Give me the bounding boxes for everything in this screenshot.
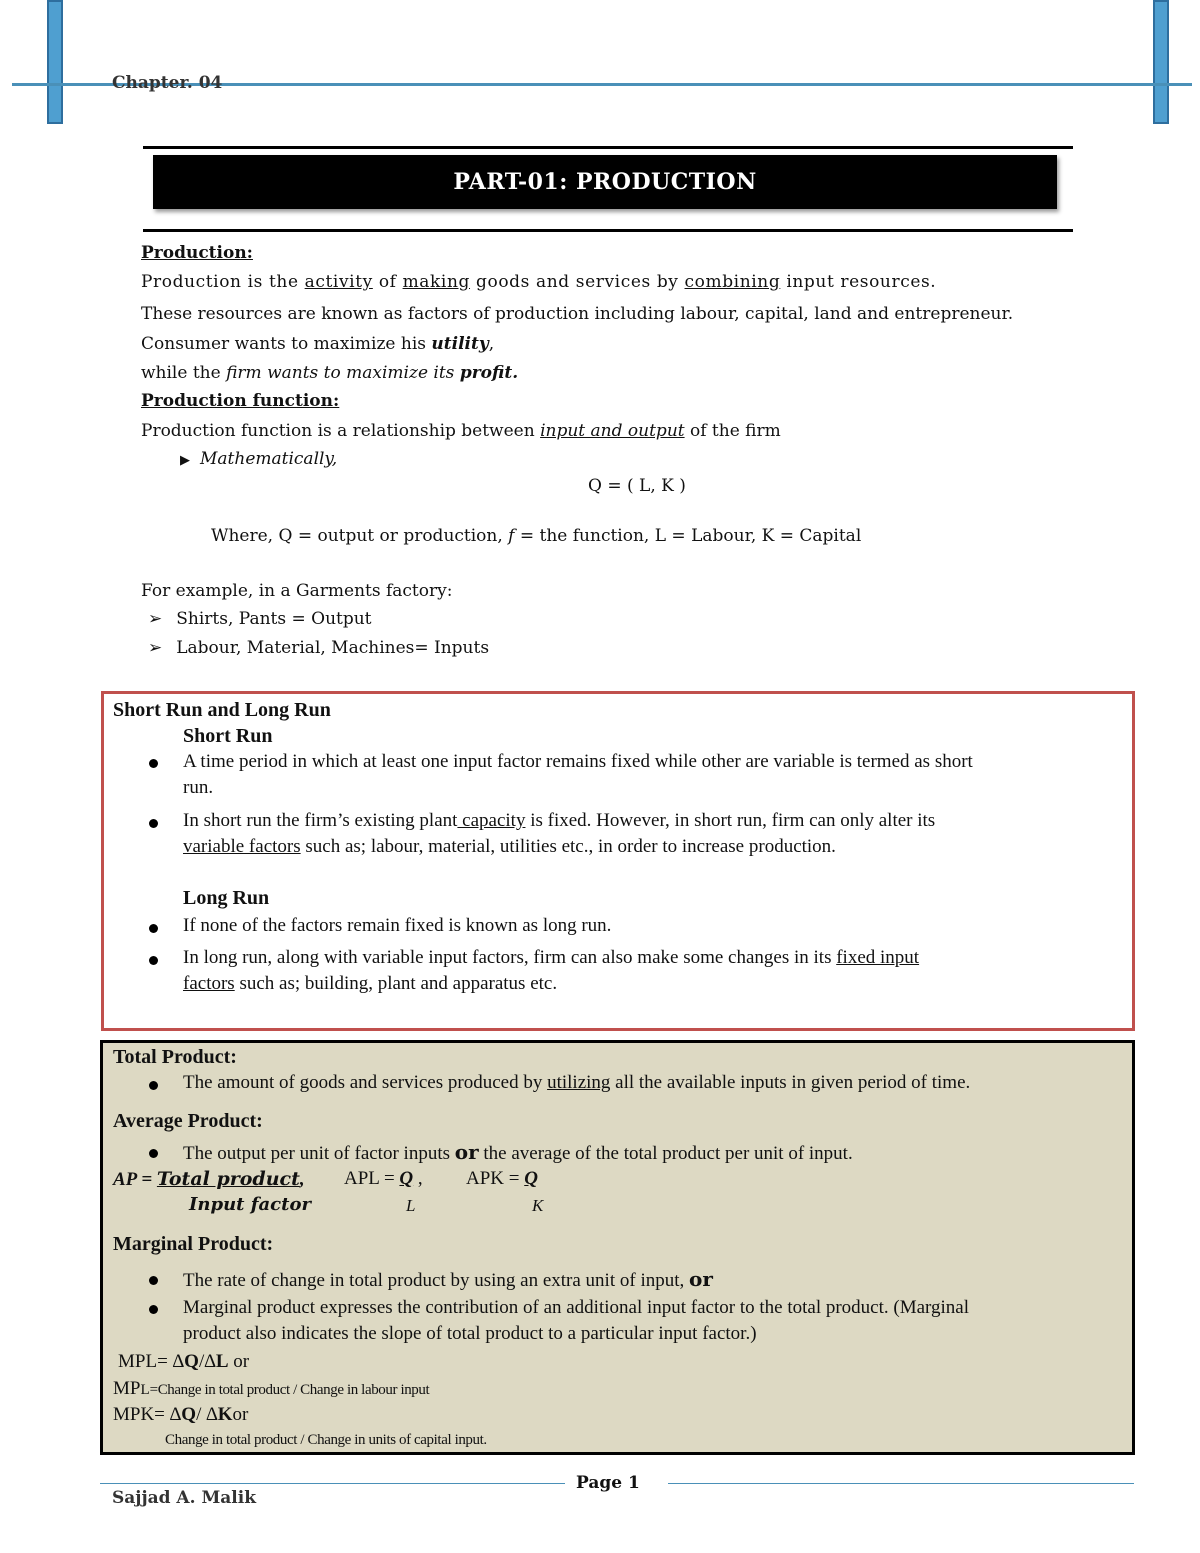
arrow-bullet-icon: ➢: [148, 609, 163, 629]
ap-formula: [113, 1168, 305, 1191]
firm-profit: [141, 363, 518, 383]
long-run-bullet-2: [183, 947, 919, 969]
text: such as; labour, material, utilities etc., in order to increase production.: [300, 836, 836, 857]
arrow-bullet-icon: ➢: [148, 638, 163, 658]
footer-rule-right: [668, 1483, 1134, 1484]
text: MP: [113, 1378, 141, 1399]
ap-denominator: [189, 1194, 311, 1215]
consumer-utility: [141, 334, 494, 354]
total-product-numerator: Total product: [156, 1168, 300, 1190]
underlined-fixed-input: fixed input: [836, 947, 920, 968]
bullet-dot-icon: [149, 956, 158, 965]
example-bullet: [148, 609, 372, 629]
text: the average of the total product per unit of input.: [478, 1143, 853, 1164]
text: The output per unit of factor inputs: [183, 1143, 455, 1164]
text: or: [228, 1351, 250, 1372]
ap-label: AP =: [113, 1169, 157, 1190]
marginal-product-bullet-1: [183, 1267, 713, 1292]
math-label-line: [180, 449, 337, 469]
input-output-phrase: input and output: [540, 421, 685, 441]
text: Where, Q = output or production,: [211, 526, 509, 546]
left-header-bar: [47, 0, 63, 124]
q-symbol: Q: [184, 1351, 199, 1372]
marginal-product-heading: Marginal Product:: [113, 1233, 274, 1255]
bullet-dot-icon: [149, 819, 158, 828]
apk-denominator: [532, 1196, 543, 1216]
text: The rate of change in total product by using an extra unit of input,: [183, 1270, 689, 1291]
text: goods and services by: [470, 272, 685, 292]
text: while the: [141, 363, 227, 383]
long-run-heading: Long Run: [183, 887, 270, 909]
or-word: or: [454, 1140, 479, 1164]
production-function-definition: [141, 421, 781, 441]
capital-symbol: K: [532, 1196, 544, 1215]
function-symbol: f: [508, 526, 515, 546]
production-formula: Q = ( L, K ): [588, 476, 686, 496]
text: of the firm: [684, 421, 781, 441]
underlined-utilizing: utilizing: [547, 1072, 611, 1093]
underlined-combining: combining: [684, 272, 781, 292]
q-symbol: Q: [181, 1404, 197, 1425]
text: / ∆: [196, 1404, 218, 1425]
underlined-capacity: capacity: [457, 810, 526, 831]
page-number: Page 1: [576, 1473, 640, 1493]
bullet-dot-icon: [149, 1305, 158, 1314]
text: In short run the firm’s existing plant: [183, 810, 458, 831]
short-run-heading: Short Run: [183, 725, 273, 747]
bullet-dot-icon: [149, 1276, 158, 1285]
part-title-frame: [143, 146, 1073, 232]
text: such as; building, plant and apparatus etc.: [234, 973, 558, 994]
text: MPL= ∆: [118, 1351, 185, 1372]
underlined-factors: factors: [183, 973, 235, 994]
subscript-l: L: [140, 1382, 150, 1398]
bullet-dot-icon: [149, 1149, 158, 1158]
average-product-bullet: [183, 1140, 853, 1165]
underlined-variable-factors: variable factors: [183, 836, 301, 857]
apk-formula: [466, 1168, 538, 1190]
text: /∆: [198, 1351, 216, 1372]
text: In long run, along with variable input factors, firm can also make some changes in its: [183, 947, 837, 968]
short-long-run-title: Short Run and Long Run: [113, 699, 331, 721]
bullet-text: Shirts, Pants = Output: [176, 609, 372, 629]
text: ,: [488, 334, 495, 354]
triangle-bullet-icon: ▶: [180, 453, 190, 468]
text: Production is the: [141, 272, 305, 292]
mpl-formula: [118, 1351, 249, 1373]
formula-legend: [211, 526, 861, 546]
apl-formula: [344, 1168, 423, 1190]
production-function-heading-text: Production function:: [141, 391, 340, 411]
long-run-bullet-2-cont: [183, 973, 557, 995]
math-label: Mathematically,: [200, 449, 338, 469]
author-name: Sajjad A. Malik: [112, 1488, 256, 1508]
marginal-product-bullet-2: Marginal product expresses the contribution of an additional input factor to the total product. (Marginal: [183, 1297, 970, 1318]
underlined-making: making: [402, 272, 471, 292]
text: =Change in total product / Change in labour input: [149, 1382, 430, 1398]
total-product-bullet: [183, 1072, 970, 1094]
total-product-heading: Total Product:: [113, 1046, 237, 1068]
utility-word: utility: [431, 334, 489, 354]
footer-rule-left: [100, 1483, 565, 1484]
l-symbol: L: [215, 1351, 229, 1372]
text: input resources.: [780, 272, 937, 292]
bullet-text: Labour, Material, Machines= Inputs: [176, 638, 490, 658]
text: of: [372, 272, 403, 292]
short-run-bullet-2-cont: [183, 836, 836, 858]
mpk-formula: [113, 1404, 248, 1426]
underlined-activity: activity: [304, 272, 373, 292]
comma: ,: [299, 1169, 305, 1190]
mpl-text: [113, 1378, 429, 1400]
short-run-bullet-1-cont: run.: [183, 777, 214, 798]
short-run-bullet-2: [183, 810, 935, 832]
text: Production function is a relationship between: [141, 421, 541, 441]
bullet-dot-icon: [149, 924, 158, 933]
short-long-run-box: [101, 691, 1135, 1031]
marginal-product-bullet-2-cont: product also indicates the slope of total product to a particular input factor.): [183, 1323, 757, 1344]
text: = the function, L = Labour, K = Capital: [514, 526, 862, 546]
mpk-text: Change in total product / Change in units of capital input.: [165, 1432, 487, 1448]
production-heading-text: Production:: [141, 243, 253, 263]
long-run-bullet-1: If none of the factors remain fixed is known as long run.: [183, 915, 612, 936]
text: Consumer wants to maximize his: [141, 334, 432, 354]
text: or: [232, 1404, 249, 1425]
production-definition: [141, 272, 936, 292]
or-word: or: [689, 1267, 713, 1291]
text: The amount of goods and services produced by: [183, 1072, 548, 1093]
production-factors: These resources are known as factors of production including labour, capital, land and entrepreneur.: [141, 304, 1014, 324]
short-run-bullet-1: A time period in which at least one input factor remains fixed while other are variable is termed as short: [183, 751, 973, 772]
italic-text: firm wants to maximize its: [226, 363, 460, 383]
apl-label: APL =: [344, 1168, 400, 1189]
production-heading: [141, 243, 253, 263]
apl-denominator: [406, 1196, 415, 1216]
text: MPK= ∆: [113, 1404, 182, 1425]
apk-label: APK =: [466, 1168, 525, 1189]
products-box: [100, 1040, 1135, 1455]
bullet-dot-icon: [149, 759, 158, 768]
apk-numerator: Q: [524, 1168, 538, 1189]
average-product-heading: Average Product:: [113, 1110, 263, 1132]
example-bullet: [148, 638, 489, 658]
example-line: For example, in a Garments factory:: [141, 581, 453, 601]
profit-word: profit.: [459, 363, 519, 383]
bullet-dot-icon: [149, 1081, 158, 1090]
input-factor-text: Input factor: [189, 1194, 311, 1215]
k-symbol: K: [217, 1404, 233, 1425]
text: is fixed. However, in short run, firm can only alter its: [525, 810, 936, 831]
part-title: PART-01: PRODUCTION: [153, 155, 1057, 209]
labour-symbol: L: [406, 1196, 416, 1215]
text: all the available inputs in given period of time.: [610, 1072, 971, 1093]
apl-numerator: Q: [399, 1168, 414, 1189]
comma: ,: [413, 1168, 423, 1189]
production-function-heading: [141, 391, 339, 411]
right-header-bar: [1153, 0, 1169, 124]
chapter-label: Chapter. 04: [112, 73, 223, 93]
